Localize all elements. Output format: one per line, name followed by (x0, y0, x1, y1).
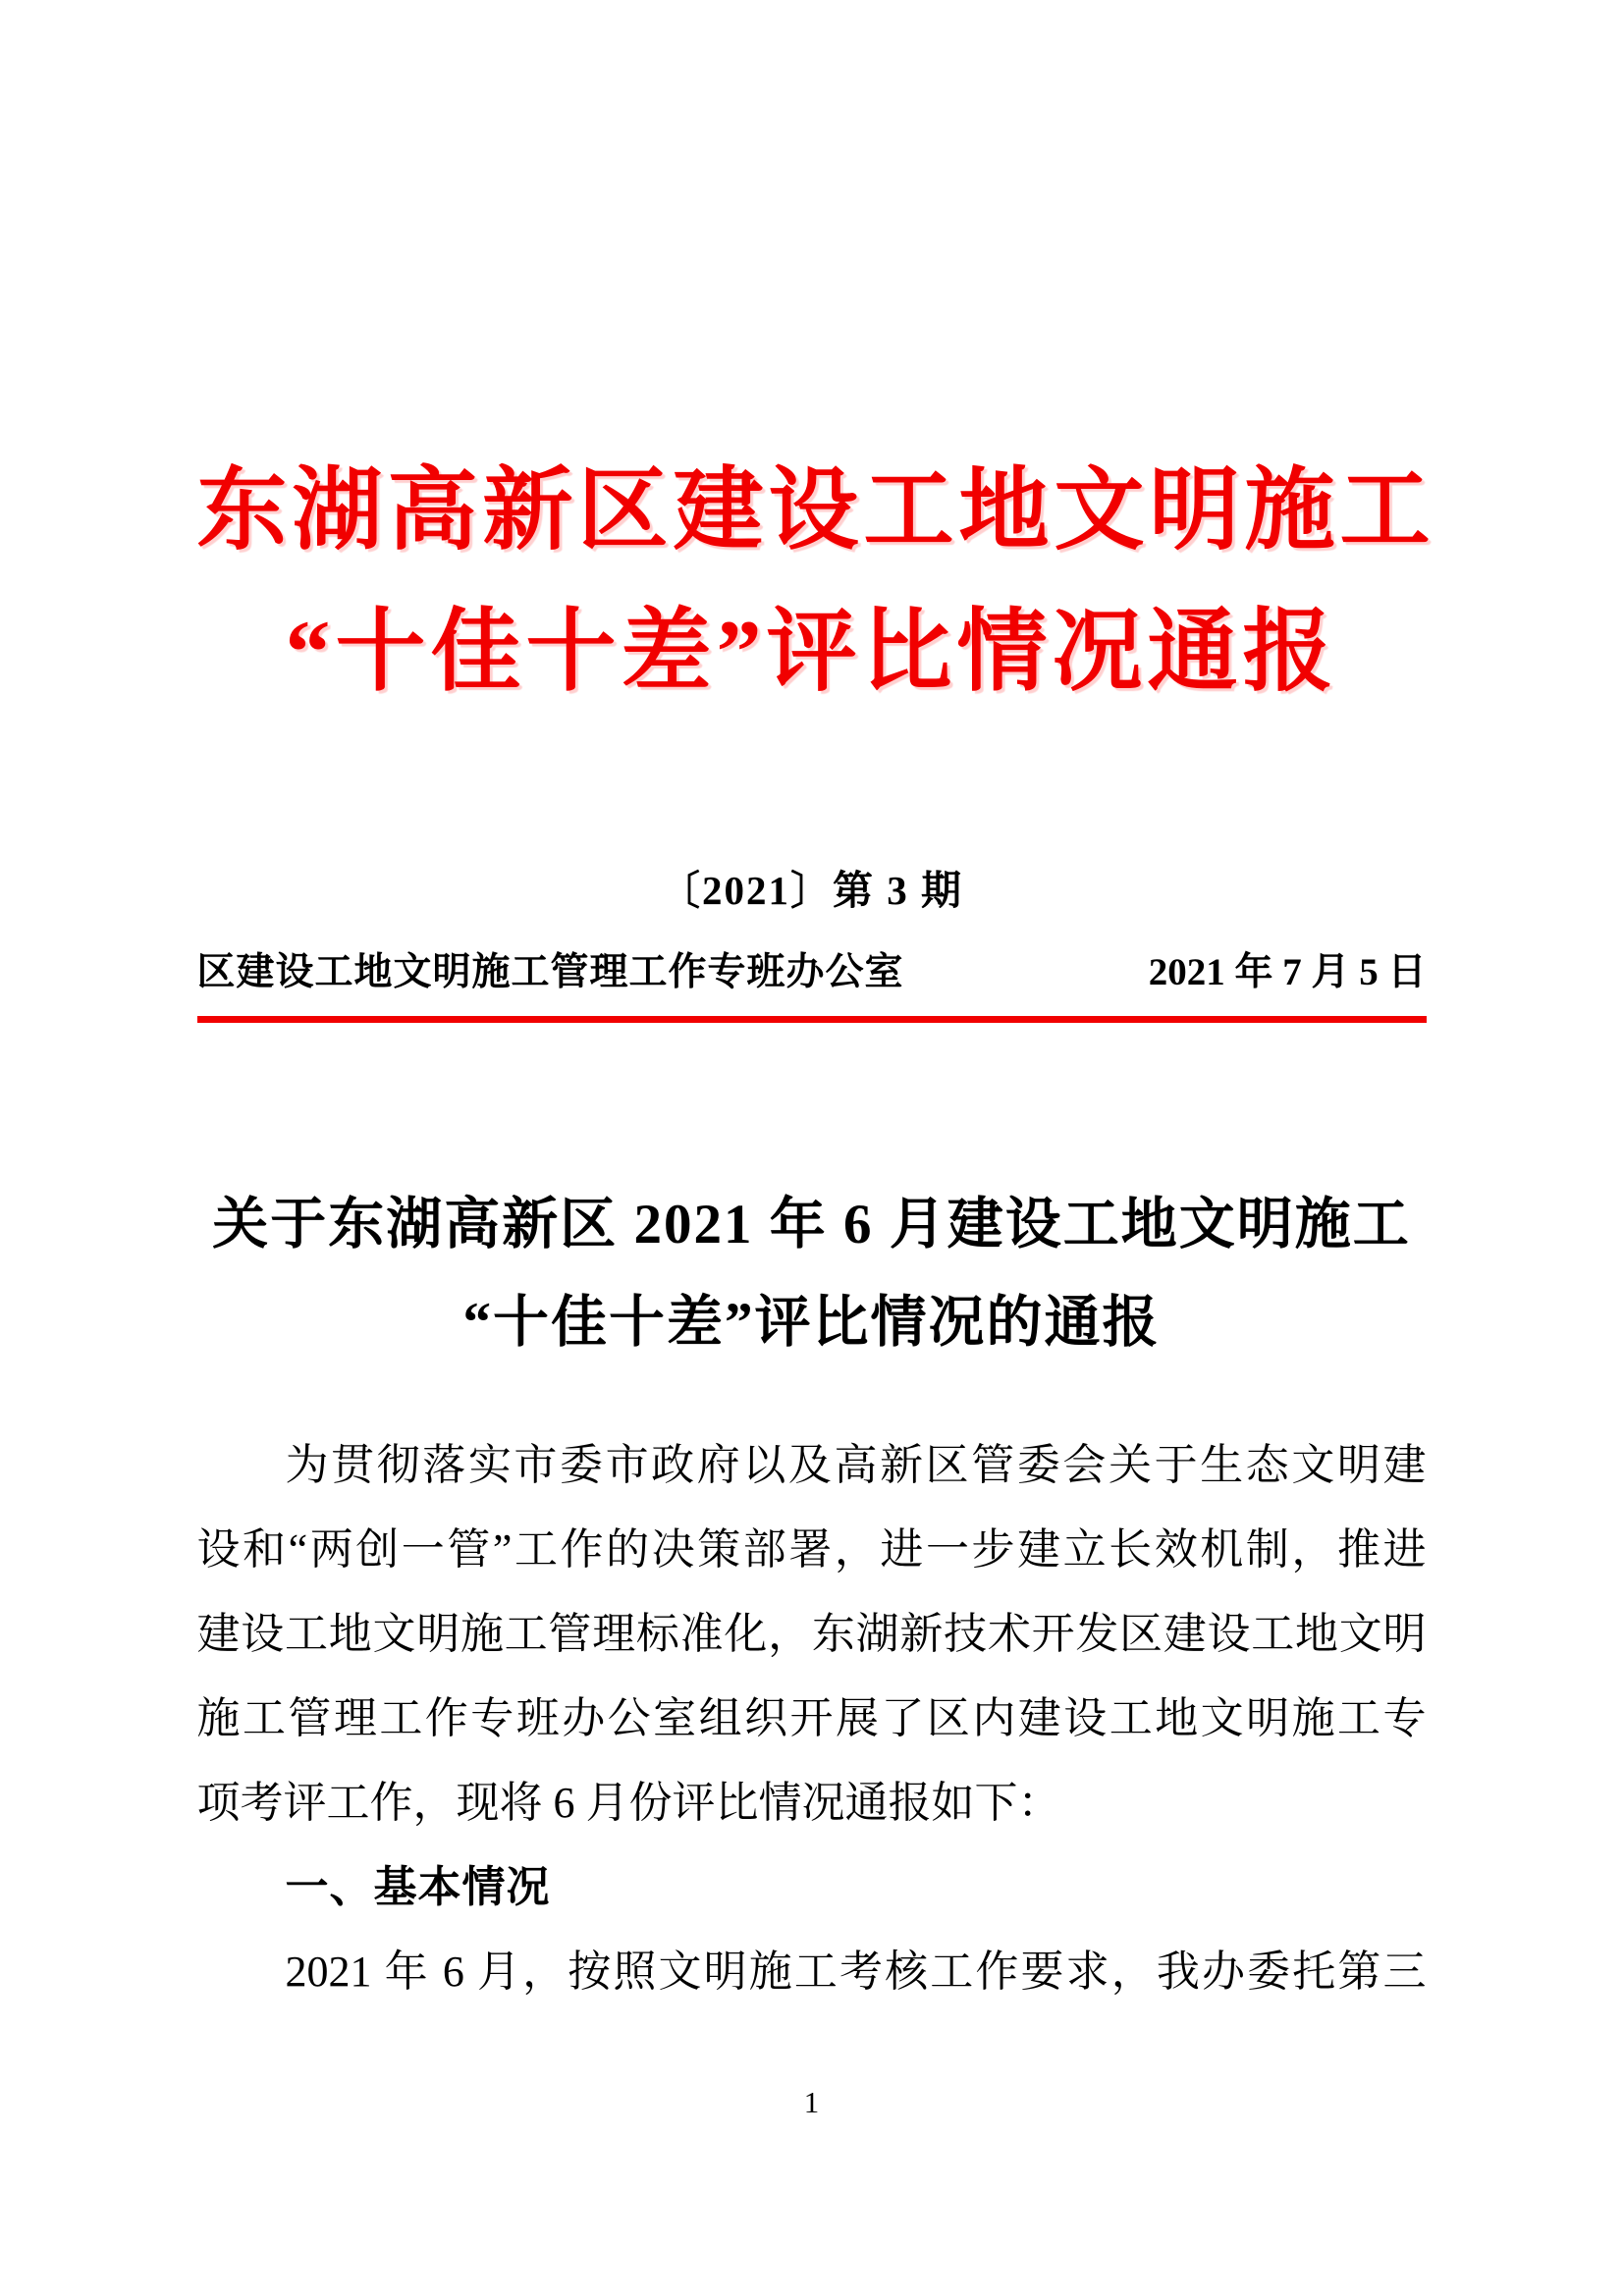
notice-title-line2: “十佳十差”评比情况的通报 (462, 1292, 1161, 1354)
page-number: 1 (803, 2085, 820, 2119)
paragraph1-line2: 设和“两创一管”工作的决策部署，进一步建立长效机制，推进 (196, 1525, 1427, 1574)
notice-title-line1: 关于东湖高新区 2021 年 6 月建设工地文明施工 (212, 1194, 1411, 1255)
red-divider-rule (197, 1016, 1427, 1023)
masthead-title-line2: “十佳十差”评比情况通报 (285, 602, 1338, 702)
masthead-title-line1: 东湖高新区建设工地文明施工 (196, 460, 1435, 561)
body-text (197, 1423, 1427, 2014)
issuer-row (197, 941, 1427, 996)
paragraph1-line4: 施工管理工作专班办公室组织开展了区内建设工地文明施工专 (196, 1694, 1427, 1742)
paragraph1-line5: 项考评工作，现将 6 月份评比情况通报如下： (196, 1779, 1061, 1827)
issue-date: 2021 年 7 月 5 日 (1148, 951, 1427, 993)
section1-heading: 一、基本情况 (285, 1863, 551, 1911)
paragraph2-line1: 2021 年 6 月，按照文明施工考核工作要求，我办委托第三 (285, 1948, 1427, 1996)
page-content (196, 0, 1435, 2120)
issue-number: 〔2021〕第 3 期 (660, 868, 963, 913)
paragraph1-line3: 建设工地文明施工管理标准化，东湖新技术开发区建设工地文明 (196, 1610, 1427, 1658)
notice-title (197, 1176, 1427, 1372)
paragraph1-line1: 为贯彻落实市委市政府以及高新区管委会关于生态文明建 (285, 1441, 1427, 1489)
issuing-office: 区建设工地文明施工管理工作专班办公室 (196, 951, 904, 993)
masthead-title (196, 0, 1435, 722)
